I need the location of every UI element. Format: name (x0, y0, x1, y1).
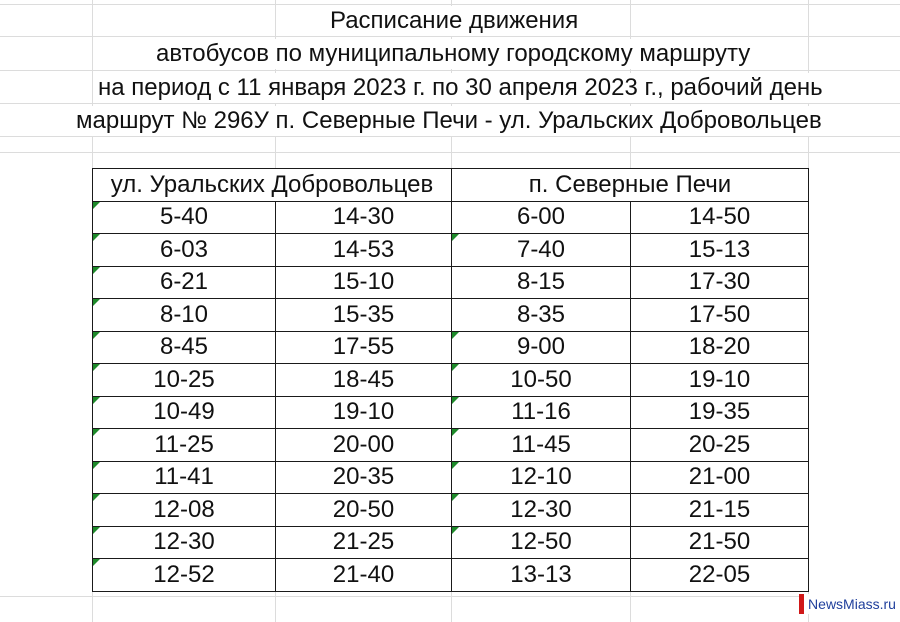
time-cell-pechi-departure-1 (452, 429, 631, 462)
time-cell-ural-departure-2 (276, 364, 452, 397)
time-cell-pechi-departure-1 (452, 461, 631, 494)
time-cell-pechi-departure-1 (452, 266, 631, 299)
time-value: 12-10 (510, 463, 572, 491)
time-cell-ural-departure-2 (276, 559, 452, 592)
time-cell-pechi-departure-2 (631, 559, 809, 592)
cell-error-marker-icon (93, 559, 100, 566)
time-cell-pechi-departure-1 (452, 559, 631, 592)
table-row (93, 494, 809, 527)
time-value: 22-05 (688, 560, 751, 588)
time-cell-ural-departure-2 (276, 526, 452, 559)
header-ural-dobrovoltsev: ул. Уральских Добровольцев (93, 169, 452, 202)
cell-error-marker-icon (93, 397, 100, 404)
time-cell-ural-departure-2 (276, 234, 452, 267)
time-cell-pechi-departure-2 (631, 396, 809, 429)
time-value: 12-50 (510, 528, 572, 556)
table-row (93, 234, 809, 267)
time-cell-pechi-departure-1 (452, 526, 631, 559)
time-cell-pechi-departure-2 (631, 526, 809, 559)
time-value: 19-35 (688, 398, 751, 426)
header-severnye-pechi: п. Северные Печи (452, 169, 809, 202)
cell-error-marker-icon (93, 429, 100, 436)
table-row (93, 559, 809, 592)
time-cell-pechi-departure-2 (631, 201, 809, 234)
time-value: 6-00 (516, 203, 566, 231)
cell-error-marker-icon (93, 494, 100, 501)
time-value: 8-10 (159, 300, 209, 328)
cell-error-marker-icon (452, 527, 459, 534)
schedule-table (92, 168, 809, 592)
cell-error-marker-icon (93, 234, 100, 241)
time-value: 12-30 (510, 495, 572, 523)
time-cell-pechi-departure-2 (631, 364, 809, 397)
time-cell-pechi-departure-1 (452, 331, 631, 364)
time-value: 12-52 (153, 560, 215, 588)
title-line-3: на период с 11 января 2023 г. по 30 апреля 2023 г., рабочий день (98, 74, 823, 101)
table-row (93, 331, 809, 364)
time-value: 14-53 (332, 235, 395, 263)
time-value: 5-40 (159, 203, 209, 231)
time-cell-pechi-departure-1 (452, 201, 631, 234)
cell-error-marker-icon (93, 462, 100, 469)
time-value: 18-20 (688, 333, 751, 361)
time-cell-ural-departure-2 (276, 299, 452, 332)
time-value: 19-10 (332, 398, 395, 426)
time-cell-ural-departure-1 (93, 266, 276, 299)
grid-row-line (0, 4, 900, 5)
time-cell-ural-departure-2 (276, 429, 452, 462)
time-cell-pechi-departure-2 (631, 234, 809, 267)
time-cell-ural-departure-2 (276, 494, 452, 527)
time-value: 9-00 (516, 333, 566, 361)
title-line-2: автобусов по муниципальному городскому маршруту (156, 40, 751, 67)
time-value: 21-50 (688, 528, 751, 556)
cell-error-marker-icon (452, 234, 459, 241)
table-header-row (93, 169, 809, 202)
time-value: 7-40 (516, 235, 566, 263)
time-cell-pechi-departure-1 (452, 364, 631, 397)
time-value: 11-16 (511, 398, 571, 426)
cell-error-marker-icon (452, 397, 459, 404)
time-value: 15-13 (688, 235, 751, 263)
time-cell-pechi-departure-2 (631, 494, 809, 527)
time-cell-pechi-departure-2 (631, 331, 809, 364)
time-value: 12-08 (153, 495, 215, 523)
grid-row-line (0, 136, 900, 137)
time-value: 10-25 (153, 365, 215, 393)
cell-error-marker-icon (93, 332, 100, 339)
time-cell-ural-departure-2 (276, 461, 452, 494)
time-cell-ural-departure-1 (93, 526, 276, 559)
time-value: 17-50 (688, 300, 751, 328)
time-cell-ural-departure-2 (276, 331, 452, 364)
time-cell-pechi-departure-2 (631, 461, 809, 494)
table-row (93, 299, 809, 332)
time-cell-pechi-departure-1 (452, 234, 631, 267)
time-value: 8-45 (159, 333, 209, 361)
grid-row-line (0, 152, 900, 153)
table-row (93, 526, 809, 559)
cell-error-marker-icon (452, 494, 459, 501)
table-row (93, 266, 809, 299)
time-value: 14-50 (688, 203, 751, 231)
time-value: 6-03 (159, 235, 209, 263)
time-value: 11-45 (511, 430, 571, 458)
time-value: 21-25 (332, 528, 395, 556)
title-line-4: маршрут № 296У п. Северные Печи - ул. Уральских Добровольцев (76, 107, 822, 134)
time-value: 20-00 (332, 430, 395, 458)
time-value: 17-55 (332, 333, 395, 361)
time-value: 18-45 (332, 365, 395, 393)
cell-error-marker-icon (452, 332, 459, 339)
time-value: 10-50 (510, 365, 572, 393)
table-row (93, 461, 809, 494)
time-value: 20-25 (688, 430, 751, 458)
time-cell-pechi-departure-2 (631, 266, 809, 299)
time-value: 11-25 (154, 430, 214, 458)
time-value: 21-15 (688, 495, 751, 523)
time-cell-ural-departure-1 (93, 299, 276, 332)
time-value: 21-00 (688, 463, 751, 491)
time-value: 8-15 (516, 268, 566, 296)
time-cell-ural-departure-1 (93, 331, 276, 364)
cell-error-marker-icon (452, 429, 459, 436)
time-value: 6-21 (159, 268, 209, 296)
time-value: 20-50 (332, 495, 395, 523)
watermark-newsmiass: NewsMiass.ru (799, 594, 900, 614)
time-value: 8-35 (516, 300, 566, 328)
time-cell-ural-departure-2 (276, 266, 452, 299)
time-value: 10-49 (153, 398, 215, 426)
cell-error-marker-icon (93, 202, 100, 209)
time-value: 20-35 (332, 463, 395, 491)
table-row (93, 429, 809, 462)
time-cell-ural-departure-2 (276, 201, 452, 234)
grid-row-line (0, 103, 900, 104)
grid-row-line (0, 36, 900, 37)
time-cell-ural-departure-2 (276, 396, 452, 429)
time-value: 14-30 (332, 203, 395, 231)
time-cell-ural-departure-1 (93, 364, 276, 397)
time-cell-pechi-departure-2 (631, 299, 809, 332)
time-value: 15-35 (332, 300, 395, 328)
time-cell-pechi-departure-2 (631, 429, 809, 462)
grid-row-line (0, 596, 900, 597)
time-value: 11-41 (154, 463, 214, 491)
time-value: 19-10 (688, 365, 751, 393)
time-cell-pechi-departure-1 (452, 299, 631, 332)
time-cell-ural-departure-1 (93, 429, 276, 462)
cell-error-marker-icon (93, 267, 100, 274)
cell-error-marker-icon (93, 527, 100, 534)
time-value: 21-40 (332, 560, 395, 588)
time-value: 17-30 (688, 268, 751, 296)
cell-error-marker-icon (93, 364, 100, 371)
cell-error-marker-icon (452, 364, 459, 371)
time-value: 15-10 (332, 268, 395, 296)
cell-error-marker-icon (452, 462, 459, 469)
time-value: 13-13 (510, 560, 572, 588)
time-cell-ural-departure-1 (93, 461, 276, 494)
time-cell-ural-departure-1 (93, 234, 276, 267)
time-cell-pechi-departure-1 (452, 494, 631, 527)
time-value: 12-30 (153, 528, 215, 556)
time-cell-ural-departure-1 (93, 201, 276, 234)
table-row (93, 364, 809, 397)
table-row (93, 396, 809, 429)
cell-error-marker-icon (93, 299, 100, 306)
time-cell-ural-departure-1 (93, 494, 276, 527)
time-cell-pechi-departure-1 (452, 396, 631, 429)
title-line-1: Расписание движения (330, 7, 579, 34)
time-cell-ural-departure-1 (93, 396, 276, 429)
time-cell-ural-departure-1 (93, 559, 276, 592)
grid-row-line (0, 70, 900, 71)
table-row (93, 201, 809, 234)
